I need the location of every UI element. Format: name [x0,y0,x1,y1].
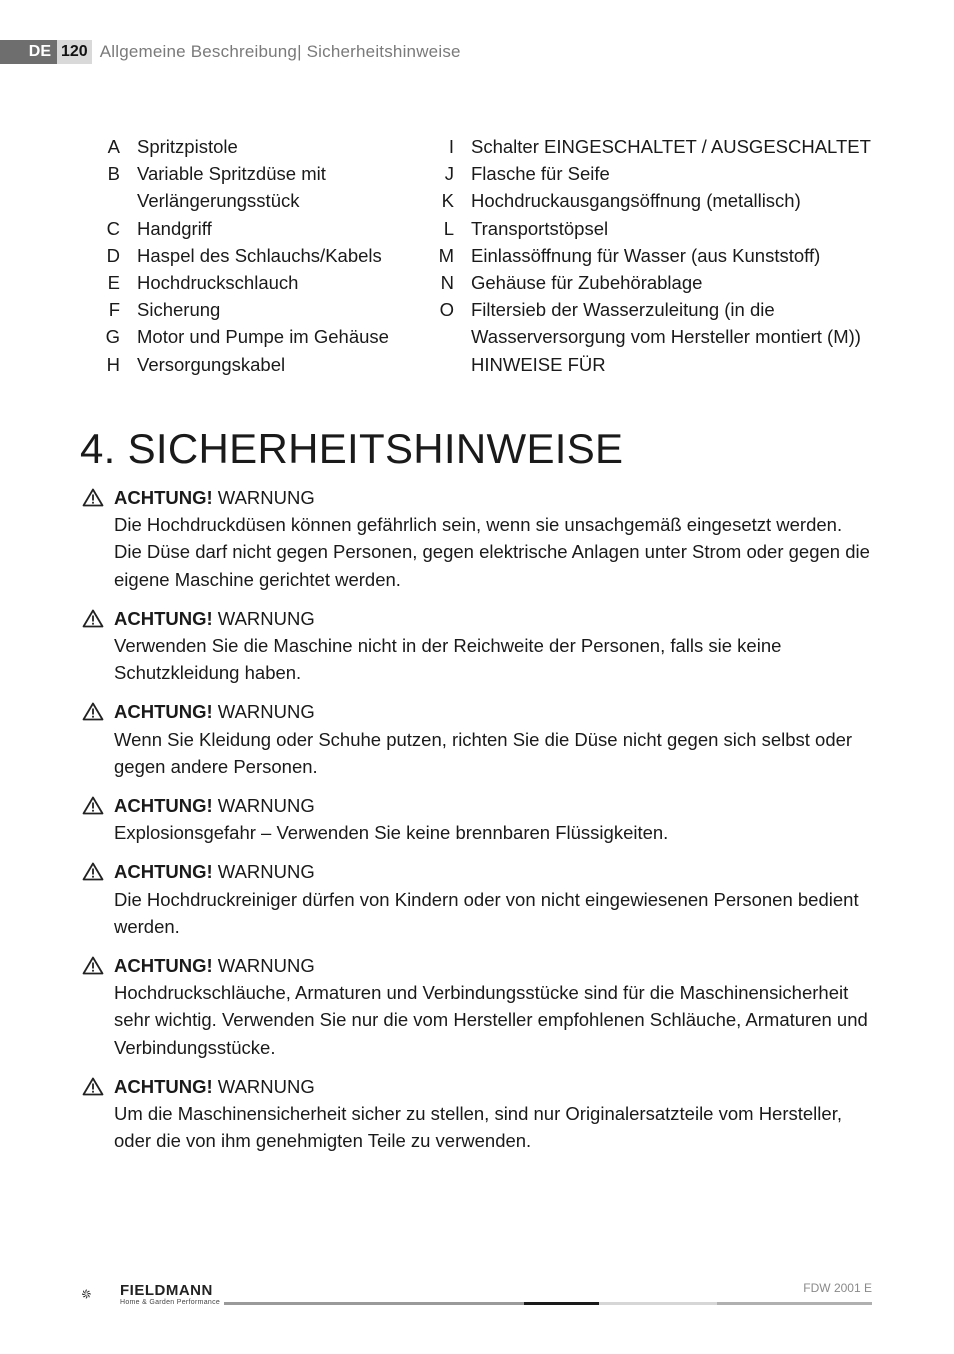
parts-list-item [430,215,910,242]
warning-heading [114,1073,882,1100]
warning-label: ACHTUNG! [114,487,213,508]
part-text: Hochdruckschlauch [137,272,299,294]
footer-line-gray [224,1302,524,1305]
warning-heading [114,484,882,511]
warning-label: ACHTUNG! [114,955,213,977]
footer-line-light [599,1302,717,1305]
warning-label: ACHTUNG! [114,861,213,883]
parts-list-item [430,133,910,160]
parts-list-item [100,296,430,323]
language-tag: DE [0,40,57,64]
warning-text: Die Hochdruckdüsen können gefährlich sein, wenn sie unsachgemäß eingesetzt werden. Die Düse darf nicht gegen Personen, gegen elektrische Anlagen unter Strom oder gegen die eigene Maschine gerichtet werden. [114,514,870,590]
warning-sub: WARNUNG [217,955,315,977]
warning-heading [114,858,882,885]
part-text: Variable Spritzdüse mit Verlängerungsstück [137,163,326,212]
part-text: Transportstöpsel [471,217,609,239]
part-letter: L [443,217,454,239]
parts-list-item [430,242,910,269]
warning-heading [114,605,882,632]
warning-sub: WARNUNG [217,487,315,508]
section-title: 4. SICHERHEITSHINWEISE [80,425,624,472]
fan-swirl-logo-icon [82,1277,118,1311]
part-text: Einlassöffnung für Wasser (aus Kunststoff) [471,244,821,266]
parts-list-item [430,187,910,214]
parts-list-item [100,215,430,242]
warning-sub: WARNUNG [217,1075,315,1097]
warning-item [82,858,882,940]
warning-triangle-icon [82,1077,104,1096]
warning-text: Explosionsgefahr – Verwenden Sie keine brennbaren Flüssigkeiten. [114,822,669,844]
warning-heading [114,952,882,979]
part-letter: J [444,163,454,185]
part-text: Hochdruckausgangsöffnung (metallisch) [471,190,801,212]
part-text: Gehäuse für Zubehörablage [471,272,703,294]
part-letter: F [108,299,120,321]
part-letter: B [107,163,120,185]
parts-list-item [430,269,910,296]
parts-list-right [430,133,910,378]
parts-list-left [100,133,430,378]
warning-triangle-icon [82,488,104,507]
warning-text: Um die Maschinensicherheit sicher zu stellen, sind nur Originalersatzteile vom Hersteller, oder die von ihm genehmigten Teile zu verwenden. [114,1103,842,1152]
parts-list-item [100,323,430,350]
part-text: Schalter EINGESCHALTET / AUSGESCHALTET [471,136,871,157]
page-header [0,40,461,64]
warning-heading [114,792,882,819]
warning-text: Verwenden Sie die Maschine nicht in der Reichweite der Personen, falls sie keine Schutzkleidung haben. [114,635,782,684]
parts-list-item [100,133,430,160]
warning-item [82,484,882,593]
warning-text: Die Hochdruckreiniger dürfen von Kindern oder von nicht eingewiesenen Personen bedient werden. [114,888,859,937]
part-text: Flasche für Seife [471,163,610,185]
header-title: Allgemeine Beschreibung| Sicherheitshinweise [99,42,461,61]
warnings-list [82,484,882,1166]
part-text: Spritzpistole [137,136,238,157]
part-letter: A [107,136,120,157]
warning-item [82,605,882,687]
part-letter: O [439,299,454,321]
brand-name: FIELDMANN [120,1282,213,1299]
warning-heading [114,698,882,725]
brand-tagline: Home & Garden Performance [120,1299,221,1306]
warning-sub: WARNUNG [217,701,315,723]
warning-label: ACHTUNG! [114,701,213,723]
parts-list-item [100,269,430,296]
part-letter: G [105,326,120,348]
warning-triangle-icon [82,702,104,721]
part-text: Haspel des Schlauchs/Kabels [137,244,382,266]
part-text: Versorgungskabel [137,353,286,375]
warning-item [82,698,882,780]
warning-triangle-icon [82,609,104,628]
warning-label: ACHTUNG! [114,795,213,817]
warning-label: ACHTUNG! [114,1075,213,1097]
parts-list-item [100,242,430,269]
part-letter: N [440,272,454,294]
part-text: Sicherung [137,299,221,321]
parts-list-item [430,296,910,378]
footer-line-dark [524,1302,599,1305]
warning-text: Wenn Sie Kleidung oder Schuhe putzen, richten Sie die Düse nicht gegen sich selbst oder gegen andere Personen. [114,728,853,777]
parts-list-item [100,351,430,378]
page-number: 120 [57,40,92,64]
warning-triangle-icon [82,796,104,815]
warning-item [82,1073,882,1155]
part-letter: I [448,136,454,157]
part-text: Handgriff [137,217,212,239]
part-letter: D [106,244,120,266]
part-letter: K [441,190,454,212]
warning-sub: WARNUNG [217,795,315,817]
warning-text: Hochdruckschläuche, Armaturen und Verbindungsstücke sind für die Maschinensicherheit sehr wichtig. Verwenden Sie nur die vom Hersteller empfohlenen Schläuche, Armaturen und Verbindungsstücke. [114,982,868,1058]
part-text: Filtersieb der Wasserzuleitung (in die Wasserversorgung vom Hersteller montiert (M)) HINWEISE FÜR [471,299,861,375]
warning-label: ACHTUNG! [114,607,213,629]
warning-triangle-icon [82,956,104,975]
part-letter: M [438,244,454,266]
warning-sub: WARNUNG [217,861,315,883]
warning-sub: WARNUNG [217,607,315,629]
footer-line-gray-2 [717,1302,872,1305]
warning-triangle-icon [82,862,104,881]
part-text: Motor und Pumpe im Gehäuse [137,326,389,348]
part-letter: C [106,217,120,239]
parts-list-item [430,160,910,187]
model-number: FDW 2001 E [803,1281,872,1295]
warning-item [82,952,882,1061]
warning-item [82,792,882,846]
part-letter: H [106,353,120,375]
part-letter: E [107,272,120,294]
parts-list-item [100,160,430,214]
